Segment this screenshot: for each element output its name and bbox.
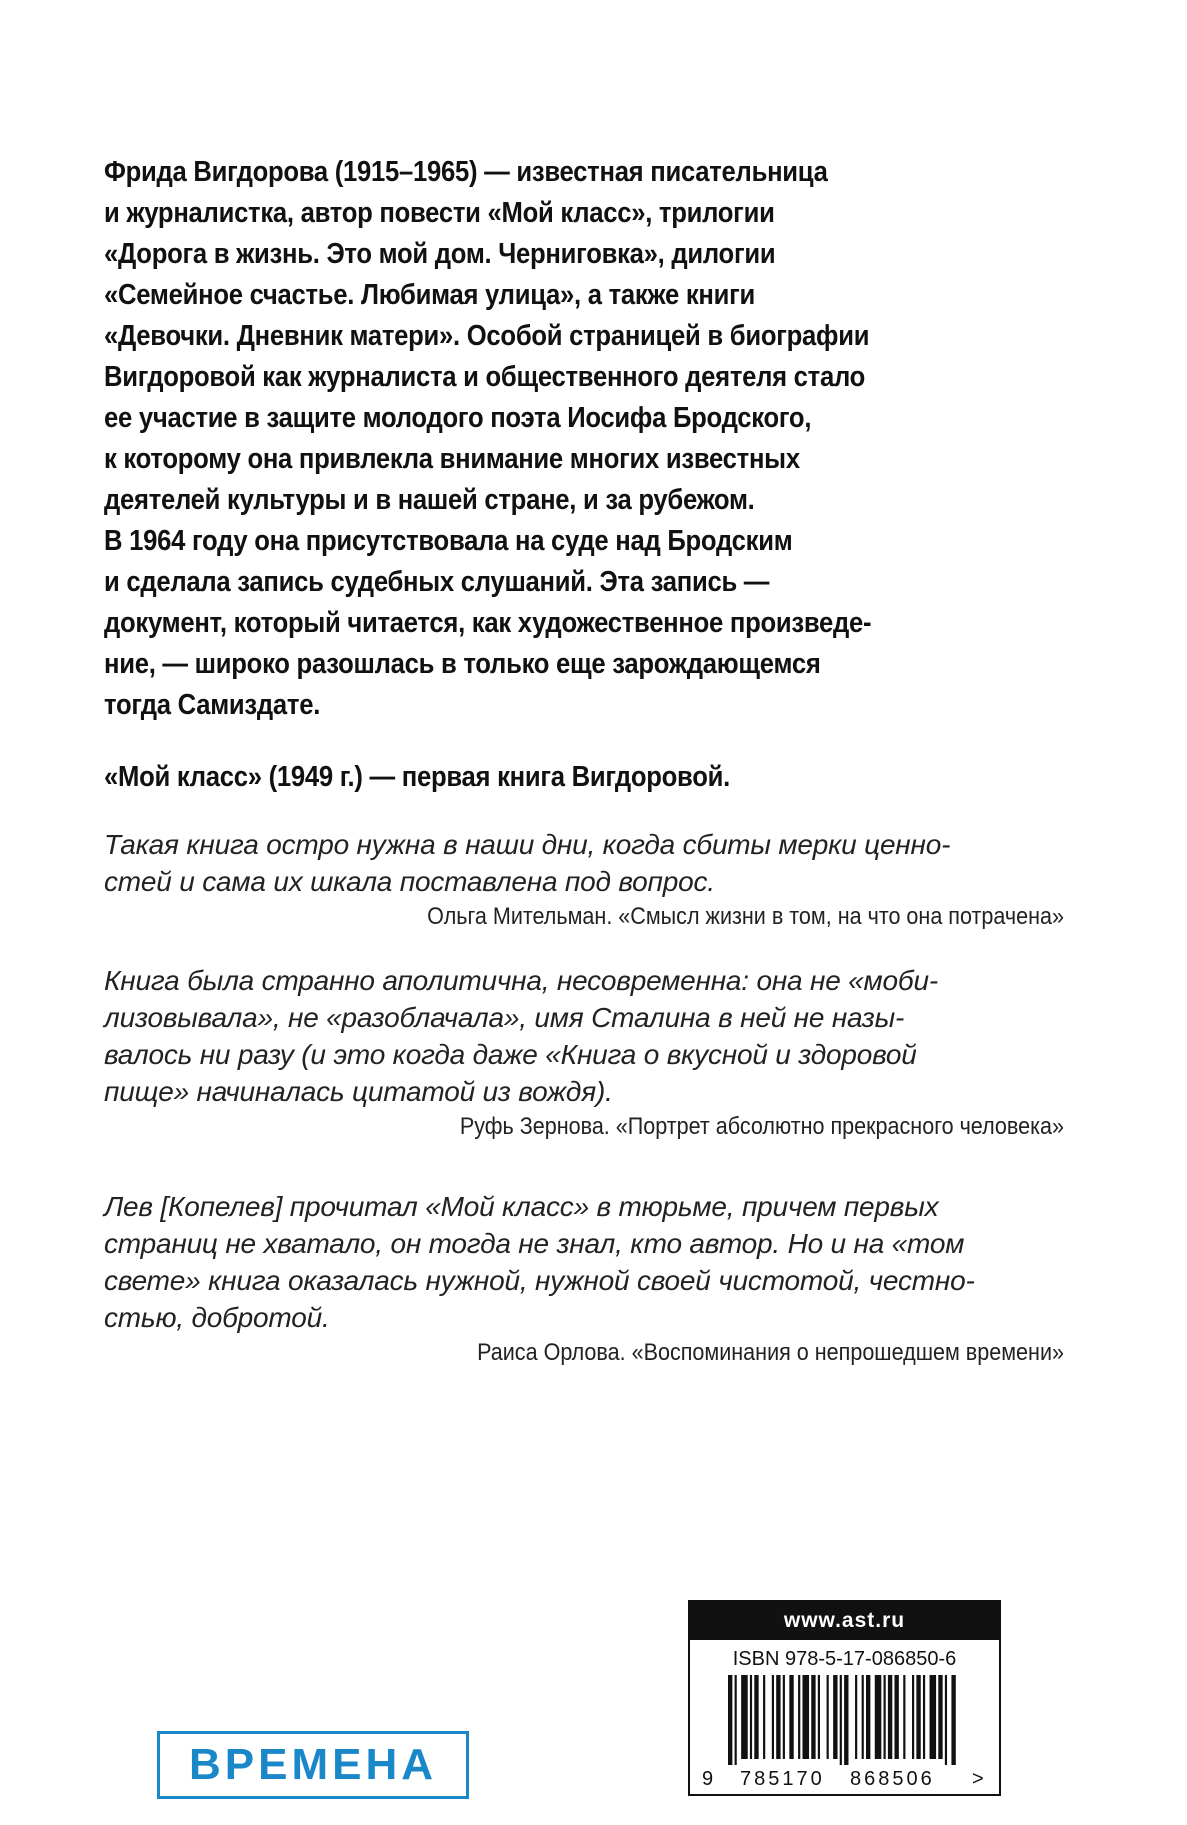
biography-line: Фрида Вигдорова (1915–1965) — известная писательница [104,156,828,188]
biography-line: и сделала запись судебных слушаний. Эта запись — [104,566,770,598]
biography-line: ее участие в защите молодого поэта Иосифа Бродского, [104,402,812,434]
review-quote [104,1188,1064,1370]
publisher-website: www.ast.ru [690,1602,999,1640]
barcode-right-group: 868506 [850,1768,935,1790]
author-biography [104,152,914,726]
biography-line: и журналистка, автор повести «Мой класс», трилогии [104,197,775,229]
barcode-arrow: > [972,1768,984,1790]
biography-line: «Дорога в жизнь. Это мой дом. Черниговка», дилогии [104,238,776,270]
quote-line: стей и сама их шкала поставлена под вопрос. [104,866,715,897]
quote-text [104,1188,1064,1336]
biography-line: «Семейное счастье. Любимая улица», а также книги [104,279,756,311]
biography-line: В 1964 году она присутствовала на суде над Бродским [104,525,793,557]
quote-text [104,962,1064,1110]
quote-line: лизовывала», не «разоблачала», имя Сталина в ней не назы- [104,1002,905,1033]
biography-line: к которому она привлекла внимание многих известных [104,443,800,475]
quote-source: Руфь Зернова. «Портрет абсолютно прекрасного человека» [459,1113,1064,1140]
quote-line: свете» книга оказалась нужной, нужной своей чистотой, честно- [104,1265,975,1296]
quote-line: валось ни разу (и это когда даже «Книга о вкусной и здоровой [104,1039,917,1070]
biography-line: деятелей культуры и в нашей стране, и за рубежом. [104,484,755,516]
review-quote [104,962,1064,1144]
barcode-digits [690,1765,999,1795]
biography-line: ние, — широко разошлась в только еще зарождающемся [104,648,821,680]
quote-line: Такая книга остро нужна в наши дни, когда сбиты мерки ценно- [104,829,951,860]
quote-line: Книга была странно аполитична, несовременна: она не «моби- [104,965,938,996]
isbn-number: ISBN 978-5-17-086850-6 [732,1648,957,1670]
quote-line: стью, добротой. [104,1302,330,1333]
review-quote [104,826,1064,934]
biography-line: тогда Самиздате. [104,689,321,721]
quote-line: страниц не хватало, он тогда не знал, кто автор. Но и на «том [104,1228,965,1259]
series-logo: ВРЕМЕНА [157,1731,469,1799]
barcode-first-digit: 9 [702,1768,714,1790]
quote-line: Лев [Копелев] прочитал «Мой класс» в тюрьме, причем первых [104,1191,939,1222]
biography-line: Вигдоровой как журналиста и общественного деятеля стало [104,361,866,393]
biography-line: «Девочки. Дневник матери». Особой страницей в биографии [104,320,870,352]
biography-line: документ, который читается, как художественное произведе- [104,607,872,639]
barcode-left-group: 785170 [740,1768,825,1790]
quote-source: Раиса Орлова. «Воспоминания о непрошедшем времени» [477,1339,1064,1366]
barcode-icon [728,1675,958,1765]
quote-text [104,826,1064,900]
isbn-barcode-block [688,1600,1001,1796]
quote-source: Ольга Мительман. «Смысл жизни в том, на что она потрачена» [427,903,1064,930]
quote-line: пище» начиналась цитатой из вождя). [104,1076,613,1107]
book-lead: «Мой класс» (1949 г.) — первая книга Вигдоровой. [104,761,730,793]
